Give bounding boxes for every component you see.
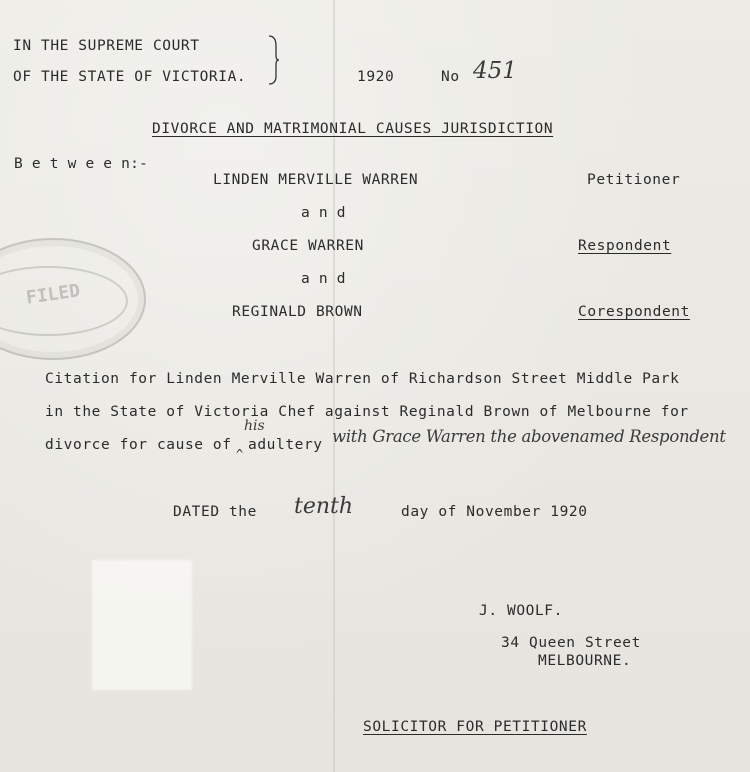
filed-stamp-text: FILED [24,280,82,309]
solicitor-address-1: 34 Queen Street [501,635,641,651]
corespondent-name: REGINALD BROWN [232,304,363,320]
respondent-role: Respondent [578,238,672,254]
citation-line-3: divorce for cause of [45,437,232,453]
case-number-label: No [441,69,460,85]
court-name-line2: OF THE STATE OF VICTORIA. [13,69,247,85]
court-name-line1: IN THE SUPREME COURT [13,38,200,54]
solicitor-role: SOLICITOR FOR PETITIONER [363,719,587,735]
respondent-name: GRACE WARREN [252,238,364,254]
citation-line-3b: adultery [248,437,323,453]
and-connector-1: a n d [301,205,346,221]
solicitor-address-2: MELBOURNE. [538,653,632,669]
citation-line-1: Citation for Linden Merville Warren of Richardson Street Middle Park [45,371,680,387]
paper-patch [92,560,192,690]
bracket-icon [266,34,280,86]
dated-prefix: DATED the [173,504,257,520]
solicitor-name: J. WOOLF. [479,603,563,619]
between-label: B e t w e e n:- [14,156,148,172]
insertion-caret-icon: ^ [236,447,244,461]
handwritten-insertion: his [244,418,265,434]
handwritten-addition: with Grace Warren the abovenamed Respondent [332,427,726,446]
citation-line-2: in the State of Victoria Chef against Reginald Brown of Melbourne for [45,404,689,420]
and-connector-2: a n d [301,271,346,287]
corespondent-role: Corespondent [578,304,690,320]
case-year: 1920 [357,69,395,85]
handwritten-day: tenth [294,494,354,519]
dated-suffix: day of November 1920 [401,504,588,520]
jurisdiction-heading: DIVORCE AND MATRIMONIAL CAUSES JURISDICTION [152,121,554,137]
petitioner-role: Petitioner [587,172,681,188]
petitioner-name: LINDEN MERVILLE WARREN [213,172,419,188]
case-number-handwritten: 451 [473,58,517,84]
filed-stamp [0,238,146,360]
